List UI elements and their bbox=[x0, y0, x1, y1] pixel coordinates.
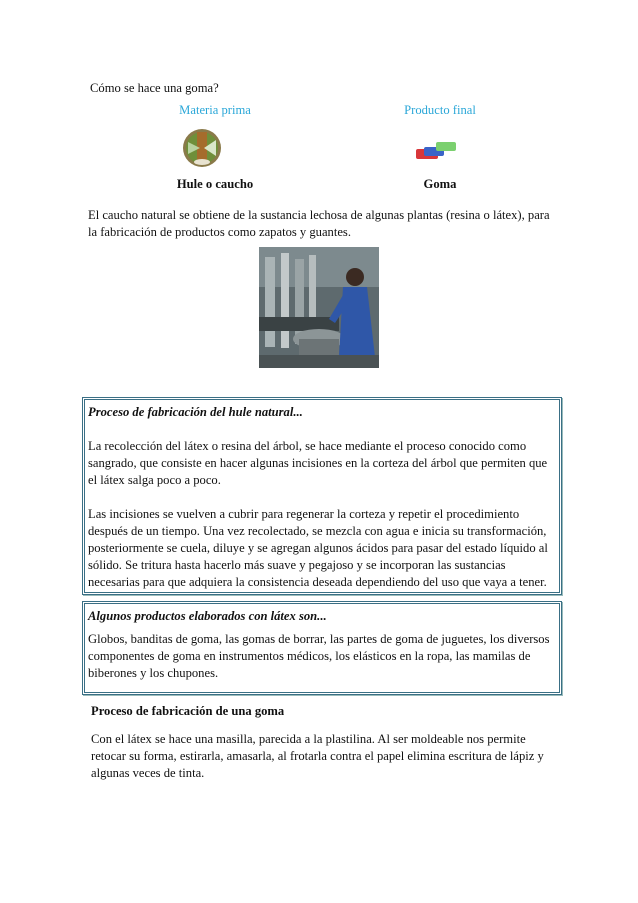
eraser-process-heading: Proceso de fabricación de una goma bbox=[91, 704, 285, 718]
final-product-header: Producto final bbox=[404, 103, 476, 117]
latex-products-box bbox=[82, 601, 562, 695]
eraser-icon bbox=[414, 140, 458, 162]
natural-rubber-process-p2: Las incisiones se vuelven a cubrir para regenerar la corteza y repetir el procedimiento después de un tiempo. Una vez recolectado, se mezcla con agua e inicia su transformación, posteriormente se cuela, diluye y se agregan algunos ácidos para pasar del estado líquido al sólido. Se tritura hasta hacerlo más suave y pegajoso y se incorporan las sustancias necesarias para que adquiera la consistencia deseada dependiendo del uso que vaya a tener. bbox=[88, 507, 548, 589]
rubber-tree-icon bbox=[180, 128, 224, 168]
raw-material-caption: Hule o caucho bbox=[176, 177, 254, 191]
raw-material-header: Materia prima bbox=[179, 103, 251, 117]
natural-rubber-process-box bbox=[82, 397, 562, 595]
latex-products-body: Globos, banditas de goma, las gomas de borrar, las partes de goma de juguetes, los diversos componentes de goma en instrumentos médicos, los elásticos en la ropa, las mamilas de biberones y los chupones. bbox=[88, 632, 550, 680]
natural-rubber-process-p1: La recolección del látex o resina del árbol, se hace mediante el proceso conocido como sangrado, que consiste en hacer algunas incisiones en la corteza del árbol que permiten que el látex salga poco a poco. bbox=[88, 439, 548, 487]
latex-products-heading: Algunos productos elaborados con látex son... bbox=[88, 609, 327, 623]
intro-paragraph: El caucho natural se obtiene de la sustancia lechosa de algunas plantas (resina o látex), para la fabricación de productos como zapatos y guantes. bbox=[88, 208, 550, 239]
factory-worker-photo bbox=[259, 247, 379, 368]
natural-rubber-process-heading: Proceso de fabricación del hule natural... bbox=[88, 405, 303, 419]
page-title: Cómo se hace una goma? bbox=[90, 81, 219, 95]
eraser-process-body: Con el látex se hace una masilla, parecida a la plastilina. Al ser moldeable nos permite retocar su forma, estirarla, amasarla, al frotarla contra el papel elimina escritura de lápiz y algunas veces de tinta. bbox=[91, 732, 544, 780]
final-product-caption: Goma bbox=[423, 177, 457, 191]
